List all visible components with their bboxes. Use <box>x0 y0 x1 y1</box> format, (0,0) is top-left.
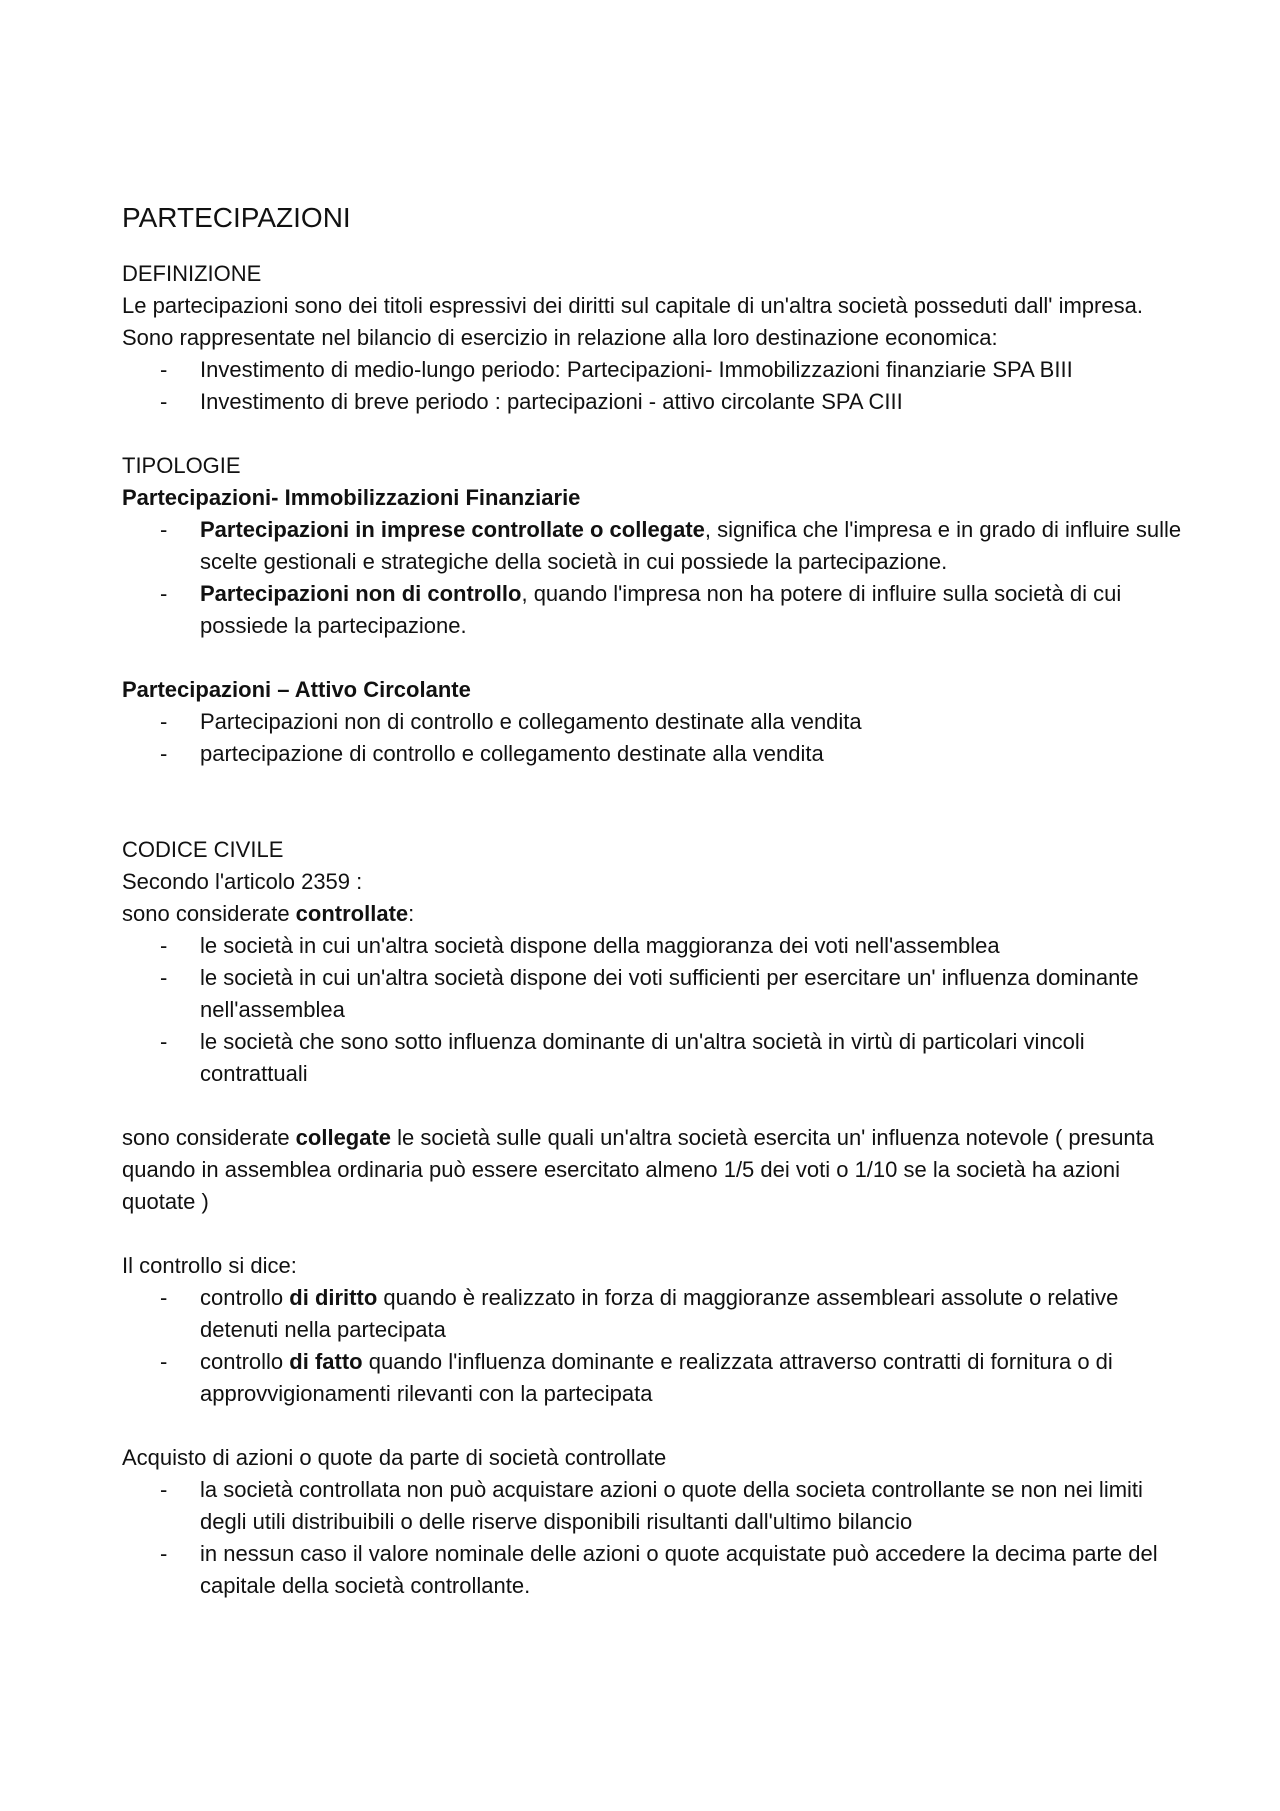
tipologie-subheading-attivo-circolante: Partecipazioni – Attivo Circolante <box>122 677 471 702</box>
tipologie-subheading-immobilizzazioni: Partecipazioni- Immobilizzazioni Finanziarie <box>122 485 581 510</box>
list-item: - Partecipazioni non di controllo e collegamento destinate alla vendita <box>200 706 1182 738</box>
codice-civile-heading: CODICE CIVILE <box>122 837 284 862</box>
acquisto-list <box>122 1474 1182 1602</box>
list-item: - Investimento di medio-lungo periodo: Partecipazioni- Immobilizzazioni finanziarie SPA BIII <box>200 354 1182 386</box>
tipologie-attivo-circolante-list <box>122 706 1182 770</box>
list-item: - controllo di fatto quando l'influenza dominante e realizzata attraverso contratti di fornitura o di approvvigionamenti rilevanti con la partecipata <box>200 1346 1182 1410</box>
list-item: - partecipazione di controllo e collegamento destinate alla vendita <box>200 738 1182 770</box>
controllate-intro: sono considerate controllate: <box>122 901 415 926</box>
articolo-reference: Secondo l'articolo 2359 : <box>122 869 363 894</box>
list-item: - Investimento di breve periodo : partecipazioni - attivo circolante SPA CIII <box>200 386 1182 418</box>
definizione-paragraph-2: Sono rappresentate nel bilancio di esercizio in relazione alla loro destinazione economica: <box>122 325 998 350</box>
list-item: - le società in cui un'altra società dispone dei voti sufficienti per esercitare un' influenza dominante nell'assemblea <box>200 962 1182 1026</box>
document-body <box>122 200 1182 1602</box>
controllo-list <box>122 1282 1182 1410</box>
definizione-heading: DEFINIZIONE <box>122 261 262 286</box>
list-item: - le società in cui un'altra società dispone della maggioranza dei voti nell'assemblea <box>200 930 1182 962</box>
controllate-list <box>122 930 1182 1090</box>
definizione-list <box>122 354 1182 418</box>
definizione-paragraph-1: Le partecipazioni sono dei titoli espressivi dei diritti sul capitale di un'altra società posseduti dall' impresa. <box>122 293 1143 318</box>
acquisto-intro: Acquisto di azioni o quote da parte di società controllate <box>122 1445 667 1470</box>
list-item: - controllo di diritto quando è realizzato in forza di maggioranze assembleari assolute o relative detenuti nella partecipata <box>200 1282 1182 1346</box>
list-item: - Partecipazioni in imprese controllate o collegate, significa che l'impresa e in grado di influire sulle scelte gestionali e strategiche della società in cui possiede la partecipazione. <box>200 514 1182 578</box>
tipologie-heading: TIPOLOGIE <box>122 453 241 478</box>
controllo-intro: Il controllo si dice: <box>122 1253 297 1278</box>
list-item: - le società che sono sotto influenza dominante di un'altra società in virtù di particolari vincoli contrattuali <box>200 1026 1182 1090</box>
list-item: - in nessun caso il valore nominale delle azioni o quote acquistate può accedere la decima parte del capitale della società controllante. <box>200 1538 1182 1602</box>
tipologie-immobilizzazioni-list <box>122 514 1182 642</box>
collegate-paragraph: sono considerate collegate le società sulle quali un'altra società esercita un' influenza notevole ( presunta quando in assemblea ordinaria può essere esercitato almeno 1/5 dei voti o 1/10 se la società ha azioni quotate ) <box>122 1125 1155 1214</box>
page-title: PARTECIPAZIONI <box>122 202 351 233</box>
list-item: - Partecipazioni non di controllo, quando l'impresa non ha potere di influire sulla società di cui possiede la partecipazione. <box>200 578 1182 642</box>
list-item: - la società controllata non può acquistare azioni o quote della societa controllante se non nei limiti degli utili distribuibili o delle riserve disponibili risultanti dall'ultimo bilancio <box>200 1474 1182 1538</box>
